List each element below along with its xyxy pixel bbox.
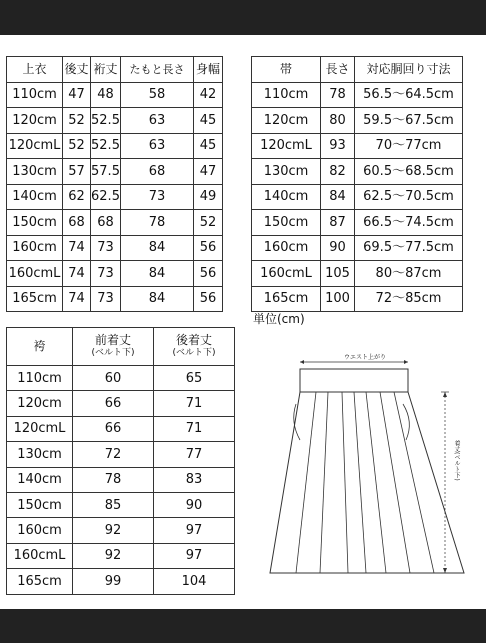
table-cell: 74 <box>63 235 91 261</box>
column-header-main: 袴 <box>33 338 46 353</box>
table-cell: 97 <box>154 518 235 543</box>
table-row <box>7 286 223 312</box>
table-cell: 160cmL <box>7 543 73 568</box>
table-cell: 52 <box>63 108 91 134</box>
table-cell: 48 <box>91 82 121 108</box>
table-cell: 52 <box>194 210 223 236</box>
column-header: 帯 <box>252 57 321 83</box>
table-row <box>7 492 235 517</box>
table-cell: 120cmL <box>7 416 73 441</box>
column-header <box>7 328 73 366</box>
column-header: 対応胴回り寸法 <box>355 57 463 83</box>
table-cell: 73 <box>121 184 194 210</box>
table-cell: 80〜87cm <box>355 261 463 287</box>
table-cell: 87 <box>321 210 355 236</box>
table-cell: 140cm <box>252 184 321 210</box>
table-cell: 110cm <box>7 82 63 108</box>
table-cell: 77 <box>154 442 235 467</box>
table-cell: 56 <box>194 235 223 261</box>
table-cell: 160cm <box>252 235 321 261</box>
table-cell: 93 <box>321 133 355 159</box>
table-header-row <box>7 57 223 83</box>
table-cell: 110cm <box>7 366 73 391</box>
table-row <box>252 108 463 134</box>
table-cell: 59.5〜67.5cm <box>355 108 463 134</box>
table-cell: 62 <box>63 184 91 210</box>
table-row <box>252 133 463 159</box>
table-cell: 52.5 <box>91 108 121 134</box>
table-cell: 73 <box>91 286 121 312</box>
table-cell: 99 <box>73 569 154 594</box>
column-header: たもと長さ <box>121 57 194 83</box>
column-header-main: 前着丈 <box>94 332 131 347</box>
table-cell: 160cmL <box>252 261 321 287</box>
table-cell: 68 <box>91 210 121 236</box>
table-row <box>7 210 223 236</box>
table-cell: 80 <box>321 108 355 134</box>
table-cell: 73 <box>91 235 121 261</box>
table-cell: 73 <box>91 261 121 287</box>
table-cell: 74 <box>63 261 91 287</box>
column-header-sub: (ベルト下) <box>91 348 135 359</box>
table-cell: 45 <box>194 133 223 159</box>
table-cell: 70〜77cm <box>355 133 463 159</box>
table-cell: 49 <box>194 184 223 210</box>
table-cell: 130cm <box>7 159 63 185</box>
table-cell: 120cm <box>7 108 63 134</box>
table-cell: 66 <box>73 416 154 441</box>
table-cell: 52.5 <box>91 133 121 159</box>
table-cell: 60.5〜68.5cm <box>355 159 463 185</box>
table-cell: 68 <box>63 210 91 236</box>
table-cell: 84 <box>121 235 194 261</box>
table-cell: 72 <box>73 442 154 467</box>
hakama-outline-svg <box>256 330 476 585</box>
table-row <box>7 235 223 261</box>
table-cell: 110cm <box>252 82 321 108</box>
table-row <box>7 159 223 185</box>
table-cell: 71 <box>154 416 235 441</box>
table-cell: 165cm <box>252 286 321 312</box>
table-row <box>7 366 235 391</box>
table-cell: 92 <box>73 518 154 543</box>
table-row <box>252 82 463 108</box>
unit-label: 単位(cm) <box>253 312 305 326</box>
table-cell: 100 <box>321 286 355 312</box>
table-cell: 56.5〜64.5cm <box>355 82 463 108</box>
table-row <box>7 261 223 287</box>
column-header: 身幅 <box>194 57 223 83</box>
table-row <box>7 467 235 492</box>
table-row <box>252 210 463 236</box>
table-cell: 62.5 <box>91 184 121 210</box>
table-cell: 78 <box>121 210 194 236</box>
table-row <box>7 569 235 594</box>
waist-dimension-label: ウエスト上がり <box>343 354 386 361</box>
table-cell: 78 <box>73 467 154 492</box>
column-header <box>73 328 154 366</box>
table-row <box>7 442 235 467</box>
table-cell: 120cm <box>7 391 73 416</box>
table-cell: 150cm <box>252 210 321 236</box>
table-row <box>7 391 235 416</box>
table-cell: 85 <box>73 492 154 517</box>
table-cell: 165cm <box>7 569 73 594</box>
table-row <box>7 133 223 159</box>
table-row <box>7 82 223 108</box>
upper-garment-size-table <box>6 56 223 312</box>
table-row <box>252 286 463 312</box>
table-cell: 72〜85cm <box>355 286 463 312</box>
table-cell: 68 <box>121 159 194 185</box>
table-row <box>252 235 463 261</box>
table-row <box>7 108 223 134</box>
table-cell: 160cm <box>7 235 63 261</box>
column-header: 裄丈 <box>91 57 121 83</box>
table-cell: 69.5〜77.5cm <box>355 235 463 261</box>
table-cell: 84 <box>121 286 194 312</box>
table-row <box>252 184 463 210</box>
table-cell: 57.5 <box>91 159 121 185</box>
table-cell: 83 <box>154 467 235 492</box>
table-cell: 104 <box>154 569 235 594</box>
table-cell: 165cm <box>7 286 63 312</box>
table-row <box>252 159 463 185</box>
table-cell: 71 <box>154 391 235 416</box>
table-cell: 160cmL <box>7 261 63 287</box>
table-header-row <box>7 328 235 366</box>
table-cell: 74 <box>63 286 91 312</box>
table-cell: 130cm <box>7 442 73 467</box>
table-cell: 82 <box>321 159 355 185</box>
table-cell: 58 <box>121 82 194 108</box>
hakama-diagram <box>256 330 476 585</box>
obi-table-body <box>252 82 463 312</box>
table-cell: 150cm <box>7 492 73 517</box>
column-header: 後丈 <box>63 57 91 83</box>
table-row <box>7 518 235 543</box>
table-row <box>7 184 223 210</box>
table-cell: 42 <box>194 82 223 108</box>
table-cell: 97 <box>154 543 235 568</box>
table-cell: 78 <box>321 82 355 108</box>
table-cell: 120cmL <box>252 133 321 159</box>
table-cell: 60 <box>73 366 154 391</box>
table-cell: 120cmL <box>7 133 63 159</box>
table-cell: 56 <box>194 261 223 287</box>
table-cell: 84 <box>321 184 355 210</box>
length-dimension-label: 着丈(ベルト下) <box>453 440 460 481</box>
table-cell: 47 <box>63 82 91 108</box>
top-dark-bar <box>0 0 486 35</box>
column-header-main: 後着丈 <box>175 332 212 347</box>
table-cell: 140cm <box>7 184 63 210</box>
table-cell: 62.5〜70.5cm <box>355 184 463 210</box>
table-cell: 150cm <box>7 210 63 236</box>
table-cell: 160cm <box>7 518 73 543</box>
table-cell: 84 <box>121 261 194 287</box>
table-cell: 105 <box>321 261 355 287</box>
table-cell: 66.5〜74.5cm <box>355 210 463 236</box>
hakama-size-table <box>6 327 235 595</box>
table-cell: 47 <box>194 159 223 185</box>
table-row <box>252 261 463 287</box>
table-cell: 90 <box>321 235 355 261</box>
table-cell: 66 <box>73 391 154 416</box>
table-cell: 90 <box>154 492 235 517</box>
table-cell: 140cm <box>7 467 73 492</box>
table-cell: 52 <box>63 133 91 159</box>
table-cell: 57 <box>63 159 91 185</box>
table-cell: 45 <box>194 108 223 134</box>
table-cell: 56 <box>194 286 223 312</box>
table-cell: 120cm <box>252 108 321 134</box>
table-cell: 65 <box>154 366 235 391</box>
column-header: 上衣 <box>7 57 63 83</box>
table-cell: 130cm <box>252 159 321 185</box>
column-header <box>154 328 235 366</box>
table-cell: 63 <box>121 108 194 134</box>
table-header-row <box>252 57 463 83</box>
bottom-dark-bar <box>0 609 486 643</box>
hakama-table-body <box>7 366 235 595</box>
table-cell: 92 <box>73 543 154 568</box>
table-cell: 63 <box>121 133 194 159</box>
table-row <box>7 543 235 568</box>
column-header: 長さ <box>321 57 355 83</box>
obi-size-table <box>251 56 463 312</box>
column-header-sub: (ベルト下) <box>172 348 216 359</box>
upper-table-body <box>7 82 223 312</box>
table-row <box>7 416 235 441</box>
